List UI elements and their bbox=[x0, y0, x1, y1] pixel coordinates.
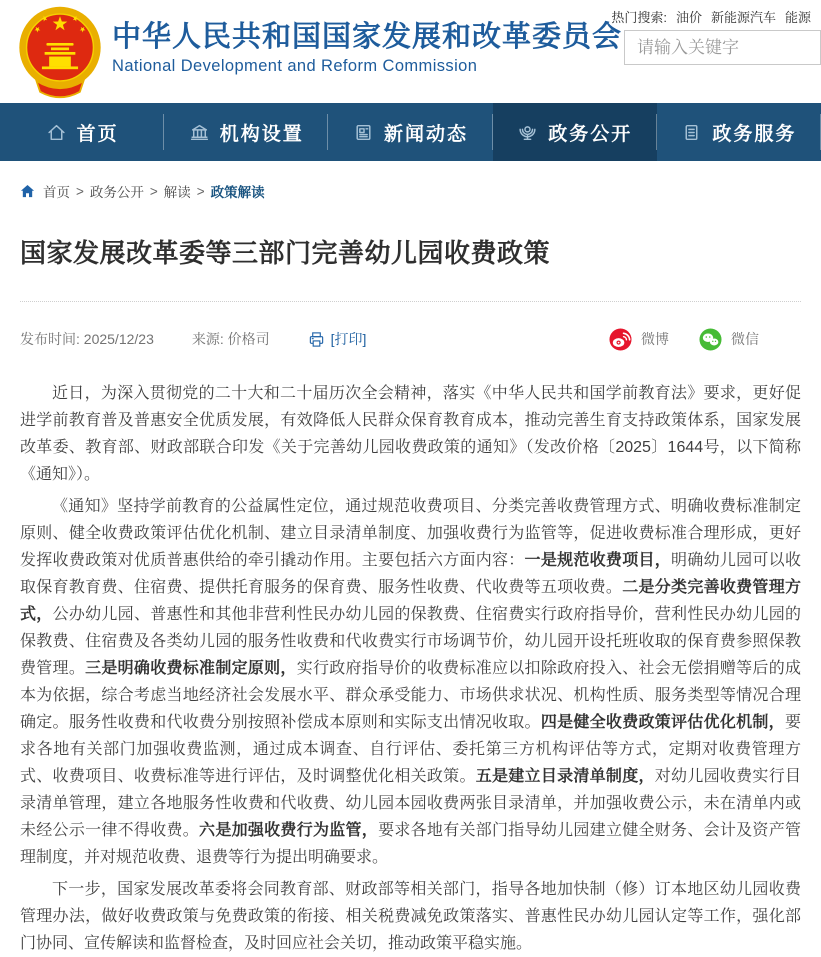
share-weibo-button[interactable] bbox=[609, 328, 669, 351]
nav-item-label: 机构设置 bbox=[219, 123, 304, 145]
nav-item-news[interactable] bbox=[328, 103, 492, 161]
breadcrumb-item-home[interactable]: 首页 bbox=[43, 185, 70, 200]
article-body bbox=[20, 380, 801, 957]
hot-search-label: 热门搜索: bbox=[611, 10, 667, 25]
hot-search-link-nev[interactable]: 新能源汽车 bbox=[710, 10, 776, 25]
site-title bbox=[112, 22, 622, 76]
nav-item-disclosure[interactable] bbox=[493, 103, 657, 161]
breadcrumb-item-policy-interpretation[interactable]: 政策解读 bbox=[210, 185, 265, 200]
paragraph-bold-run: 三是明确收费标准制定原则， bbox=[85, 660, 297, 677]
paragraph-bold-run: 六是加强收费行为监管， bbox=[199, 822, 379, 839]
paragraph-text-run: 明确幼儿园可以收取保育教育费、住宿费、提供托育服务的保育费、服务性收费、代收费等五项收费。 bbox=[20, 552, 801, 596]
breadcrumb-separator: > bbox=[149, 183, 158, 199]
source-label: 来源: bbox=[191, 331, 224, 347]
search-input[interactable] bbox=[625, 31, 820, 64]
breadcrumb-separator: > bbox=[76, 183, 84, 199]
paragraph-text-run: 对幼儿园收费实行目录清单管理，建立各地服务性收费和代收费、幼儿园本园收费两张目录清单，并加强收费公示，未在清单内或未经公示一律不得收费。 bbox=[20, 768, 801, 839]
nav-item-services[interactable] bbox=[657, 103, 821, 161]
divider bbox=[20, 301, 801, 302]
main-nav bbox=[0, 103, 821, 161]
paragraph bbox=[20, 876, 801, 957]
printer-icon bbox=[308, 331, 325, 348]
breadcrumb-home-icon bbox=[20, 184, 35, 199]
paragraph-bold-run: 四是健全收费政策评估优化机制， bbox=[540, 714, 785, 731]
publish-time-label: 发布时间: bbox=[20, 331, 80, 347]
breadcrumb bbox=[20, 181, 801, 201]
share-wechat-label: 微信 bbox=[731, 331, 759, 347]
nav-item-organization[interactable] bbox=[164, 103, 328, 161]
breadcrumb-item-disclosure[interactable]: 政务公开 bbox=[89, 185, 144, 200]
article-meta bbox=[20, 326, 801, 352]
paragraph-text-run: 《通知》坚持学前教育的公益属性定位，通过规范收费项目、分类完善收费管理方式、明确收费标准制定原则、健全收费政策评估优化机制、建立目录清单制度、加强收费行为监管等，促进收费标准合理形成，更好发挥收费政策对优质普惠供给的牵引撬动作用。主要包括六方面内容： bbox=[20, 498, 801, 569]
breadcrumb-item-interpretation[interactable]: 解读 bbox=[163, 185, 191, 200]
source-value: 价格司 bbox=[227, 331, 270, 347]
nav-item-label: 首页 bbox=[76, 123, 119, 145]
news-icon bbox=[353, 122, 374, 143]
paragraph-text-run: 实行政府指导价的收费标准应以扣除政府投入、社会无偿捐赠等后的成本为依据，综合考虑当地经济社会发展水平、群众承受能力、市场供求状况、机构性质、服务类型等情况合理确定。服务性收费和代收费分别按照补偿成本原则和实际支出情况收取。 bbox=[20, 660, 801, 731]
hot-search-bar bbox=[611, 7, 811, 26]
share-weibo-label: 微博 bbox=[641, 331, 669, 347]
weibo-icon bbox=[609, 328, 632, 351]
paragraph-text-run: 公办幼儿园、普惠性和其他非营利性民办幼儿园的保教费、住宿费实行政府指导价，营利性民办幼儿园的保教费、住宿费及各类幼儿园的服务性收费和代收费实行市场调节价，幼儿园开设托班收取的保育费参照保教费管理。 bbox=[20, 606, 801, 677]
paragraph-bold-run: 一是规范收费项目， bbox=[524, 552, 672, 569]
document-icon bbox=[681, 122, 702, 143]
print-label: [打印] bbox=[330, 331, 367, 347]
wechat-icon bbox=[699, 328, 722, 351]
institution-icon bbox=[189, 122, 210, 143]
paragraph-text-run: 近日，为深入贯彻党的二十大和二十届历次全会精神，落实《中华人民共和国学前教育法》要求，更好促进学前教育普及普惠安全优质发展，有效降低人民群众保育教育成本，推动完善生育支持政策体系，国家发展改革委、教育部、财政部联合印发《关于完善幼儿园收费政策的通知》（发改价格〔2025〕1644号，以下简称《通知》）。 bbox=[20, 385, 801, 483]
share-group bbox=[609, 328, 759, 351]
paragraph-bold-run: 五是建立目录清单制度， bbox=[475, 768, 655, 785]
home-icon bbox=[46, 122, 67, 143]
paragraph bbox=[20, 493, 801, 871]
site-title-english: National Development and Reform Commission bbox=[112, 56, 478, 75]
publish-time bbox=[20, 329, 154, 349]
site-title-chinese: 中华人民共和国国家发展和改革委员会 bbox=[112, 21, 623, 53]
breadcrumb-separator: > bbox=[196, 183, 205, 199]
nav-item-label: 政务公开 bbox=[548, 123, 633, 145]
nav-item-home[interactable] bbox=[0, 103, 164, 161]
national-emblem-logo bbox=[14, 5, 106, 99]
hot-search-link-oil[interactable]: 油价 bbox=[675, 10, 702, 25]
paragraph-text-run: 下一步，国家发展改革委将会同教育部、财政部等相关部门，指导各地加快制（修）订本地区幼儿园收费管理办法，做好收费政策与免费政策的衔接、相关税费减免政策落实、普惠性民办幼儿园认定等工作，强化部门协同、宣传解读和监督检查，及时回应社会关切，推动政策平稳实施。 bbox=[20, 881, 801, 952]
paragraph bbox=[20, 380, 801, 488]
print-button[interactable] bbox=[308, 329, 367, 349]
hot-search-link-energy[interactable]: 能源 bbox=[784, 10, 811, 25]
microphone-icon bbox=[517, 122, 538, 143]
paragraph-text-run: 要求各地有关部门指导幼儿园建立健全财务、会计及资产管理制度，并对规范收费、退费等行为提出明确要求。 bbox=[20, 822, 801, 866]
site-header bbox=[0, 0, 821, 103]
article-title: 国家发展改革委等三部门完善幼儿园收费政策 bbox=[20, 238, 551, 268]
source bbox=[192, 329, 270, 349]
publish-time-value: 2025/12/23 bbox=[83, 331, 154, 347]
paragraph-bold-run: 二是分类完善收费管理方式， bbox=[20, 579, 801, 623]
search-box bbox=[624, 30, 821, 65]
paragraph-text-run: 要求各地有关部门加强收费监测，通过成本调查、自行评估、委托第三方机构评估等方式，定期对收费管理方式、收费项目、收费标准等进行评估，及时调整优化相关政策。 bbox=[20, 714, 801, 785]
nav-item-label: 政务服务 bbox=[712, 123, 797, 145]
nav-item-label: 新闻动态 bbox=[384, 123, 469, 145]
share-wechat-button[interactable] bbox=[699, 328, 759, 351]
